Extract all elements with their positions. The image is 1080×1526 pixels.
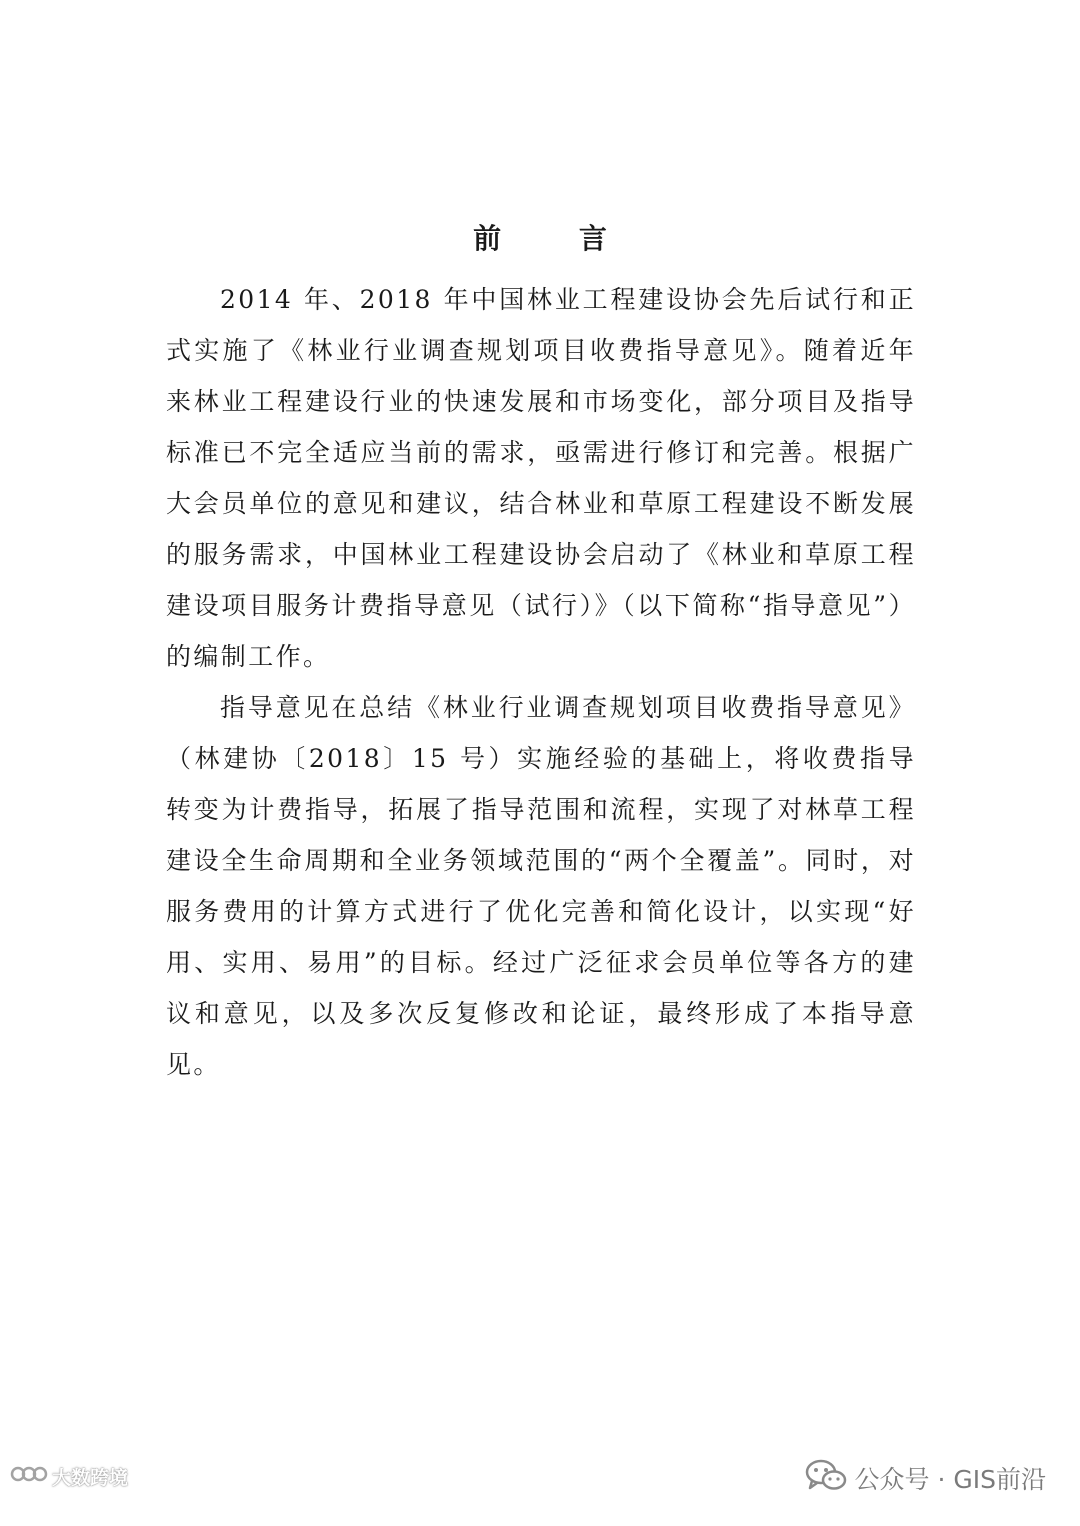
watermark-left-text: 大数跨境 — [52, 1467, 129, 1489]
paragraph-2: 指导意见在总结《林业行业调查规划项目收费指导意见》（林建协〔2018〕15 号）实施经验的基础上，将收费指导转变为计费指导，拓展了指导范围和流程，实现了对林草工程建设全生命周期和全业务领域范围的“两个全覆盖”。同时，对服务费用的计算方式进行了优化完善和简化设计，以实现“好用、实用、易用”的目标。经过广泛征求会员单位等各方的建议和意见，以及多次反复修改和论证，最终形成了本指导意见。 — [166, 693, 916, 1079]
paragraph-1: 2014 年、2018 年中国林业工程建设协会先后试行和正式实施了《林业行业调查规划项目收费指导意见》。随着近年来林业工程建设行业的快速发展和市场变化，部分项目及指导标准已不完全适应当前的需求，亟需进行修订和完善。根据广大会员单位的意见和建议，结合林业和草原工程建设不断发展的服务需求，中国林业工程建设协会启动了《林业和草原工程建设项目服务计费指导意见（试行）》（以下简称“指导意见”）的编制工作。 — [166, 285, 916, 671]
wechat-icon — [805, 1458, 847, 1498]
dashuju-logo-icon — [10, 1462, 48, 1491]
watermark-wechat — [805, 1458, 1046, 1498]
page-title: 前 言 — [473, 221, 641, 255]
watermark-right-text: 公众号 · GIS前沿 — [854, 1465, 1046, 1494]
watermark-dashuju — [10, 1462, 128, 1491]
preface-body — [166, 274, 916, 1090]
